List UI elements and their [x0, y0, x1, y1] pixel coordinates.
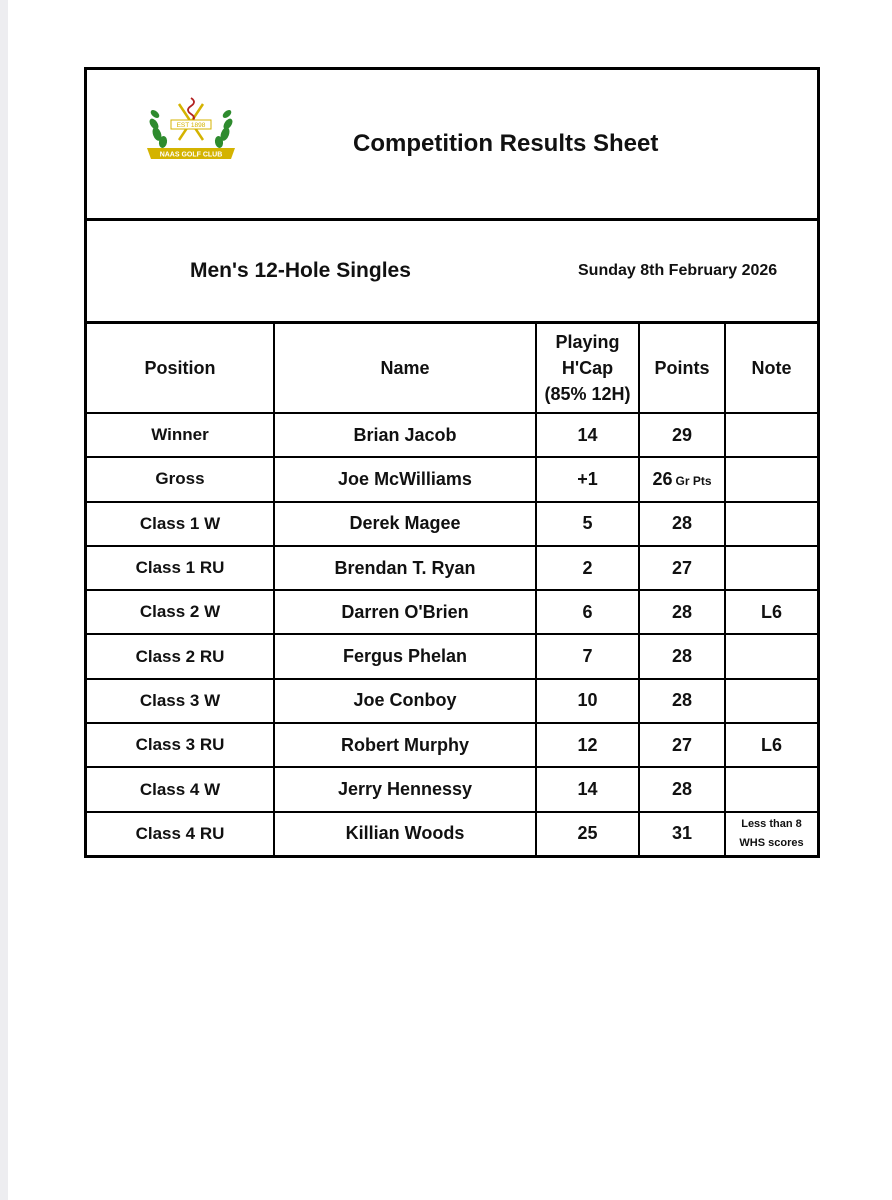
- col-header-hcap-line3: (85% 12H): [544, 384, 631, 404]
- points-cell: 27: [639, 723, 725, 767]
- col-header-note: Note: [725, 324, 817, 413]
- name-cell: Joe Conboy: [274, 679, 536, 723]
- hcap-cell: 7: [536, 634, 639, 678]
- name-cell: Killian Woods: [274, 812, 536, 855]
- club-crest-logo: [141, 96, 241, 166]
- note-cell: [725, 679, 817, 723]
- hcap-cell: 12: [536, 723, 639, 767]
- table-row: [87, 812, 817, 855]
- note-line: WHS scores: [739, 836, 804, 849]
- name-cell: Fergus Phelan: [274, 634, 536, 678]
- col-header-name: Name: [274, 324, 536, 413]
- hcap-cell: 6: [536, 590, 639, 634]
- table-row: [87, 679, 817, 723]
- position-cell: Class 1 RU: [87, 546, 274, 590]
- note-cell: L6: [725, 723, 817, 767]
- hcap-cell: 14: [536, 413, 639, 457]
- position-cell: Class 2 W: [87, 590, 274, 634]
- sheet-title: Competition Results Sheet: [353, 130, 659, 157]
- competition-info: [87, 221, 817, 324]
- col-header-hcap-line1: Playing: [555, 332, 620, 352]
- col-header-hcap-line2: H'Cap: [561, 358, 614, 378]
- hcap-cell: 10: [536, 679, 639, 723]
- points-cell: 31: [639, 812, 725, 855]
- note-cell: [725, 457, 817, 501]
- table-row: [87, 723, 817, 767]
- name-cell: Brian Jacob: [274, 413, 536, 457]
- table-row: [87, 502, 817, 546]
- note-cell: [725, 502, 817, 546]
- sheet-header: [87, 70, 817, 221]
- page-edge: [0, 0, 8, 1200]
- position-cell: Class 3 RU: [87, 723, 274, 767]
- name-cell: Darren O'Brien: [274, 590, 536, 634]
- note-cell: [725, 413, 817, 457]
- note-cell: [725, 546, 817, 590]
- competition-date: Sunday 8th February 2026: [578, 262, 778, 279]
- results-table: [87, 324, 817, 855]
- svg-text:NAAS GOLF CLUB: NAAS GOLF CLUB: [159, 151, 223, 159]
- svg-text:EST 1898: EST 1898: [176, 122, 206, 129]
- name-cell: Derek Magee: [274, 502, 536, 546]
- points-cell: 28: [639, 590, 725, 634]
- position-cell: Class 1 W: [87, 502, 274, 546]
- note-cell: [725, 812, 817, 855]
- hcap-cell: 2: [536, 546, 639, 590]
- points-cell: 28: [639, 634, 725, 678]
- note-cell: L6: [725, 590, 817, 634]
- name-cell: Robert Murphy: [274, 723, 536, 767]
- table-row: [87, 767, 817, 811]
- position-cell: Class 4 W: [87, 767, 274, 811]
- table-row: [87, 457, 817, 501]
- gross-points-suffix: Gr Pts: [675, 473, 712, 488]
- table-header-row: [87, 324, 817, 413]
- col-header-position: Position: [87, 324, 274, 413]
- col-header-hcap: [536, 324, 639, 413]
- hcap-cell: 14: [536, 767, 639, 811]
- name-cell: Jerry Hennessy: [274, 767, 536, 811]
- note-cell: [725, 767, 817, 811]
- name-cell: Brendan T. Ryan: [274, 546, 536, 590]
- note-line: Less than 8: [741, 817, 802, 830]
- points-cell: 28: [639, 502, 725, 546]
- competition-name: Men's 12-Hole Singles: [190, 259, 411, 282]
- hcap-cell: +1: [536, 457, 639, 501]
- table-row: [87, 590, 817, 634]
- position-cell: Class 2 RU: [87, 634, 274, 678]
- position-cell: Winner: [87, 413, 274, 457]
- position-cell: Gross: [87, 457, 274, 501]
- table-row: [87, 546, 817, 590]
- table-row: [87, 634, 817, 678]
- points-cell: 27: [639, 546, 725, 590]
- table-row: [87, 413, 817, 457]
- points-cell: 28: [639, 679, 725, 723]
- note-text: [739, 815, 803, 853]
- points-cell: 28: [639, 767, 725, 811]
- hcap-cell: 25: [536, 812, 639, 855]
- points-value: 26: [652, 468, 673, 489]
- points-cell: 29: [639, 413, 725, 457]
- name-cell: Joe McWilliams: [274, 457, 536, 501]
- position-cell: Class 4 RU: [87, 812, 274, 855]
- points-cell: [639, 457, 725, 501]
- col-header-points: Points: [639, 324, 725, 413]
- note-cell: [725, 634, 817, 678]
- hcap-cell: 5: [536, 502, 639, 546]
- position-cell: Class 3 W: [87, 679, 274, 723]
- results-sheet: [84, 67, 820, 858]
